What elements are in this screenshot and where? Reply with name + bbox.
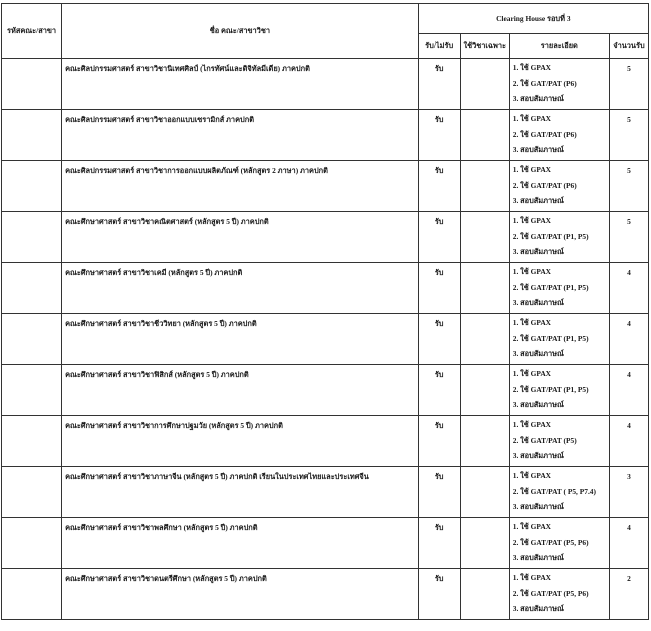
program-name: คณะศึกษาศาสตร์ สาขาวิชาภาษาจีน (หลักสูตร 5 ปี) ภาคปกติ เรียนในประเทศไทยและประเทศจีน (65, 472, 369, 481)
program-name-cell (62, 467, 419, 518)
intake-count: 3 (627, 472, 631, 481)
details-cell (509, 518, 609, 569)
accept-cell (418, 314, 460, 365)
code-cell (2, 110, 62, 161)
specific-subject-cell (460, 518, 509, 569)
detail-line: 3. สอบสัมภาษณ์ (512, 298, 564, 307)
code-cell (2, 518, 62, 569)
program-name: คณะศึกษาศาสตร์ สาขาวิชาการศึกษาปฐมวัย (หลักสูตร 5 ปี) ภาคปกติ (65, 421, 283, 430)
admission-table (1, 3, 649, 620)
detail-line: 2. ใช้ GAT/PAT ( P5, P7.4) (512, 486, 596, 496)
detail-line: 1. ใช้ GPAX (512, 267, 552, 276)
detail-line: 2. ใช้ GAT/PAT (P5, P6) (512, 588, 589, 598)
intake-count-cell (609, 467, 648, 518)
intake-count: 5 (627, 64, 631, 73)
intake-count: 4 (627, 319, 631, 328)
program-name: คณะศึกษาศาสตร์ สาขาวิชาคณิตศาสตร์ (หลักสูตร 5 ปี) ภาคปกติ (65, 217, 269, 226)
intake-count: 5 (627, 115, 631, 124)
program-name: คณะศิลปกรรมศาสตร์ สาขาวิชาการออกแบบผลิตภัณฑ์ (หลักสูตร 2 ภาษา) ภาคปกติ (65, 166, 328, 175)
program-name-cell (62, 59, 419, 110)
specific-subject-cell (460, 416, 509, 467)
intake-count: 5 (627, 217, 631, 226)
accept-cell (418, 212, 460, 263)
detail-line: 2. ใช้ GAT/PAT (P5) (512, 435, 577, 445)
detail-line: 3. สอบสัมภาษณ์ (512, 247, 564, 256)
code-cell (2, 467, 62, 518)
details-cell (509, 161, 609, 212)
table-row (2, 365, 649, 416)
detail-line: 1. ใช้ GPAX (512, 318, 552, 327)
accept-cell (418, 416, 460, 467)
code-cell (2, 161, 62, 212)
table-row (2, 518, 649, 569)
detail-line: 3. สอบสัมภาษณ์ (512, 349, 564, 358)
detail-line: 3. สอบสัมภาษณ์ (512, 553, 564, 562)
accept-cell (418, 365, 460, 416)
accept-cell (418, 569, 460, 620)
table-row (2, 416, 649, 467)
header-name: ชื่อ คณะ/สาขาวิชา (62, 4, 419, 59)
intake-count: 4 (627, 421, 631, 430)
program-name: คณะศึกษาศาสตร์ สาขาวิชาชีววิทยา (หลักสูตร 5 ปี) ภาคปกติ (65, 319, 257, 328)
detail-line: 3. สอบสัมภาษณ์ (512, 145, 564, 154)
header-code: รหัสคณะ/สาขา (2, 4, 62, 59)
details-cell (509, 110, 609, 161)
intake-count: 4 (627, 370, 631, 379)
detail-line: 1. ใช้ GPAX (512, 216, 552, 225)
accept-cell (418, 518, 460, 569)
details-cell (509, 59, 609, 110)
specific-subject-cell (460, 110, 509, 161)
details-cell (509, 569, 609, 620)
details-cell (509, 467, 609, 518)
program-name-cell (62, 416, 419, 467)
accept-status: รับ (434, 421, 444, 430)
accept-status: รับ (434, 319, 444, 328)
detail-line: 3. สอบสัมภาษณ์ (512, 400, 564, 409)
detail-line: 1. ใช้ GPAX (512, 573, 552, 582)
specific-subject-cell (460, 212, 509, 263)
detail-line: 2. ใช้ GAT/PAT (P5, P6) (512, 537, 589, 547)
accept-cell (418, 110, 460, 161)
table-row (2, 314, 649, 365)
code-cell (2, 263, 62, 314)
specific-subject-cell (460, 569, 509, 620)
specific-subject-cell (460, 59, 509, 110)
program-name-cell (62, 569, 419, 620)
detail-line: 2. ใช้ GAT/PAT (P1, P5) (512, 384, 589, 394)
detail-line: 1. ใช้ GPAX (512, 165, 552, 174)
program-name: คณะศึกษาศาสตร์ สาขาวิชาเคมี (หลักสูตร 5 ปี) ภาคปกติ (65, 268, 243, 277)
intake-count-cell (609, 416, 648, 467)
code-cell (2, 59, 62, 110)
intake-count-cell (609, 314, 648, 365)
specific-subject-cell (460, 314, 509, 365)
detail-line: 3. สอบสัมภาษณ์ (512, 451, 564, 460)
accept-status: รับ (434, 472, 444, 481)
detail-line: 1. ใช้ GPAX (512, 522, 552, 531)
detail-line: 1. ใช้ GPAX (512, 420, 552, 429)
table-row (2, 161, 649, 212)
accept-status: รับ (434, 370, 444, 379)
intake-count-cell (609, 569, 648, 620)
program-name-cell (62, 161, 419, 212)
detail-line: 1. ใช้ GPAX (512, 114, 552, 123)
table-row (2, 569, 649, 620)
program-name-cell (62, 314, 419, 365)
accept-cell (418, 467, 460, 518)
details-cell (509, 314, 609, 365)
detail-line: 3. สอบสัมภาษณ์ (512, 196, 564, 205)
specific-subject-cell (460, 161, 509, 212)
detail-line: 3. สอบสัมภาษณ์ (512, 502, 564, 511)
accept-status: รับ (434, 64, 444, 73)
accept-cell (418, 161, 460, 212)
specific-subject-cell (460, 365, 509, 416)
accept-status: รับ (434, 166, 444, 175)
detail-line: 1. ใช้ GPAX (512, 369, 552, 378)
accept-cell (418, 59, 460, 110)
table-row (2, 110, 649, 161)
detail-line: 2. ใช้ GAT/PAT (P1, P5) (512, 231, 589, 241)
program-name: คณะศึกษาศาสตร์ สาขาวิชาพลศึกษา (หลักสูตร 5 ปี) ภาคปกติ (65, 523, 258, 532)
intake-count-cell (609, 518, 648, 569)
program-name-cell (62, 212, 419, 263)
specific-subject-cell (460, 467, 509, 518)
detail-line: 2. ใช้ GAT/PAT (P6) (512, 78, 577, 88)
intake-count-cell (609, 59, 648, 110)
details-cell (509, 416, 609, 467)
details-cell (509, 212, 609, 263)
program-name: คณะศิลปกรรมศาสตร์ สาขาวิชานิเทศศิลป์ (ไกรทัศน์และดิจิทัลมีเดีย) ภาคปกติ (65, 64, 310, 73)
code-cell (2, 365, 62, 416)
accept-status: รับ (434, 115, 444, 124)
program-name: คณะศิลปกรรมศาสตร์ สาขาวิชาออกแบบเซรามิกส์ ภาคปกติ (65, 115, 254, 124)
detail-line: 2. ใช้ GAT/PAT (P1, P5) (512, 333, 589, 343)
program-name-cell (62, 365, 419, 416)
code-cell (2, 416, 62, 467)
program-name-cell (62, 263, 419, 314)
header-count: จำนวนรับ (609, 34, 648, 59)
program-name: คณะศึกษาศาสตร์ สาขาวิชาฟิสิกส์ (หลักสูตร 5 ปี) ภาคปกติ (65, 370, 249, 379)
header-accept: รับ/ไม่รับ (418, 34, 460, 59)
specific-subject-cell (460, 263, 509, 314)
program-name: คณะศึกษาศาสตร์ สาขาวิชาดนตรีศึกษา (หลักสูตร 5 ปี) ภาคปกติ (65, 574, 267, 583)
details-cell (509, 263, 609, 314)
code-cell (2, 569, 62, 620)
accept-status: รับ (434, 523, 444, 532)
detail-line: 3. สอบสัมภาษณ์ (512, 604, 564, 613)
detail-line: 1. ใช้ GPAX (512, 471, 552, 480)
table-row (2, 59, 649, 110)
table-row (2, 212, 649, 263)
detail-line: 2. ใช้ GAT/PAT (P6) (512, 129, 577, 139)
detail-line: 2. ใช้ GAT/PAT (P1, P5) (512, 282, 589, 292)
intake-count: 4 (627, 268, 631, 277)
intake-count: 2 (627, 574, 631, 583)
detail-line: 3. สอบสัมภาษณ์ (512, 94, 564, 103)
table-row (2, 467, 649, 518)
program-name-cell (62, 518, 419, 569)
intake-count: 4 (627, 523, 631, 532)
intake-count: 5 (627, 166, 631, 175)
details-cell (509, 365, 609, 416)
intake-count-cell (609, 110, 648, 161)
accept-status: รับ (434, 268, 444, 277)
header-detail: รายละเอียด (509, 34, 609, 59)
detail-line: 1. ใช้ GPAX (512, 63, 552, 72)
header-subject: ใช้วิชาเฉพาะ (460, 34, 509, 59)
code-cell (2, 314, 62, 365)
accept-status: รับ (434, 217, 444, 226)
detail-line: 2. ใช้ GAT/PAT (P6) (512, 180, 577, 190)
code-cell (2, 212, 62, 263)
intake-count-cell (609, 263, 648, 314)
accept-cell (418, 263, 460, 314)
intake-count-cell (609, 365, 648, 416)
header-clearing-house: Clearing House รอบที่ 3 (418, 4, 648, 34)
intake-count-cell (609, 212, 648, 263)
intake-count-cell (609, 161, 648, 212)
table-row (2, 263, 649, 314)
accept-status: รับ (434, 574, 444, 583)
program-name-cell (62, 110, 419, 161)
table-body (2, 59, 649, 620)
